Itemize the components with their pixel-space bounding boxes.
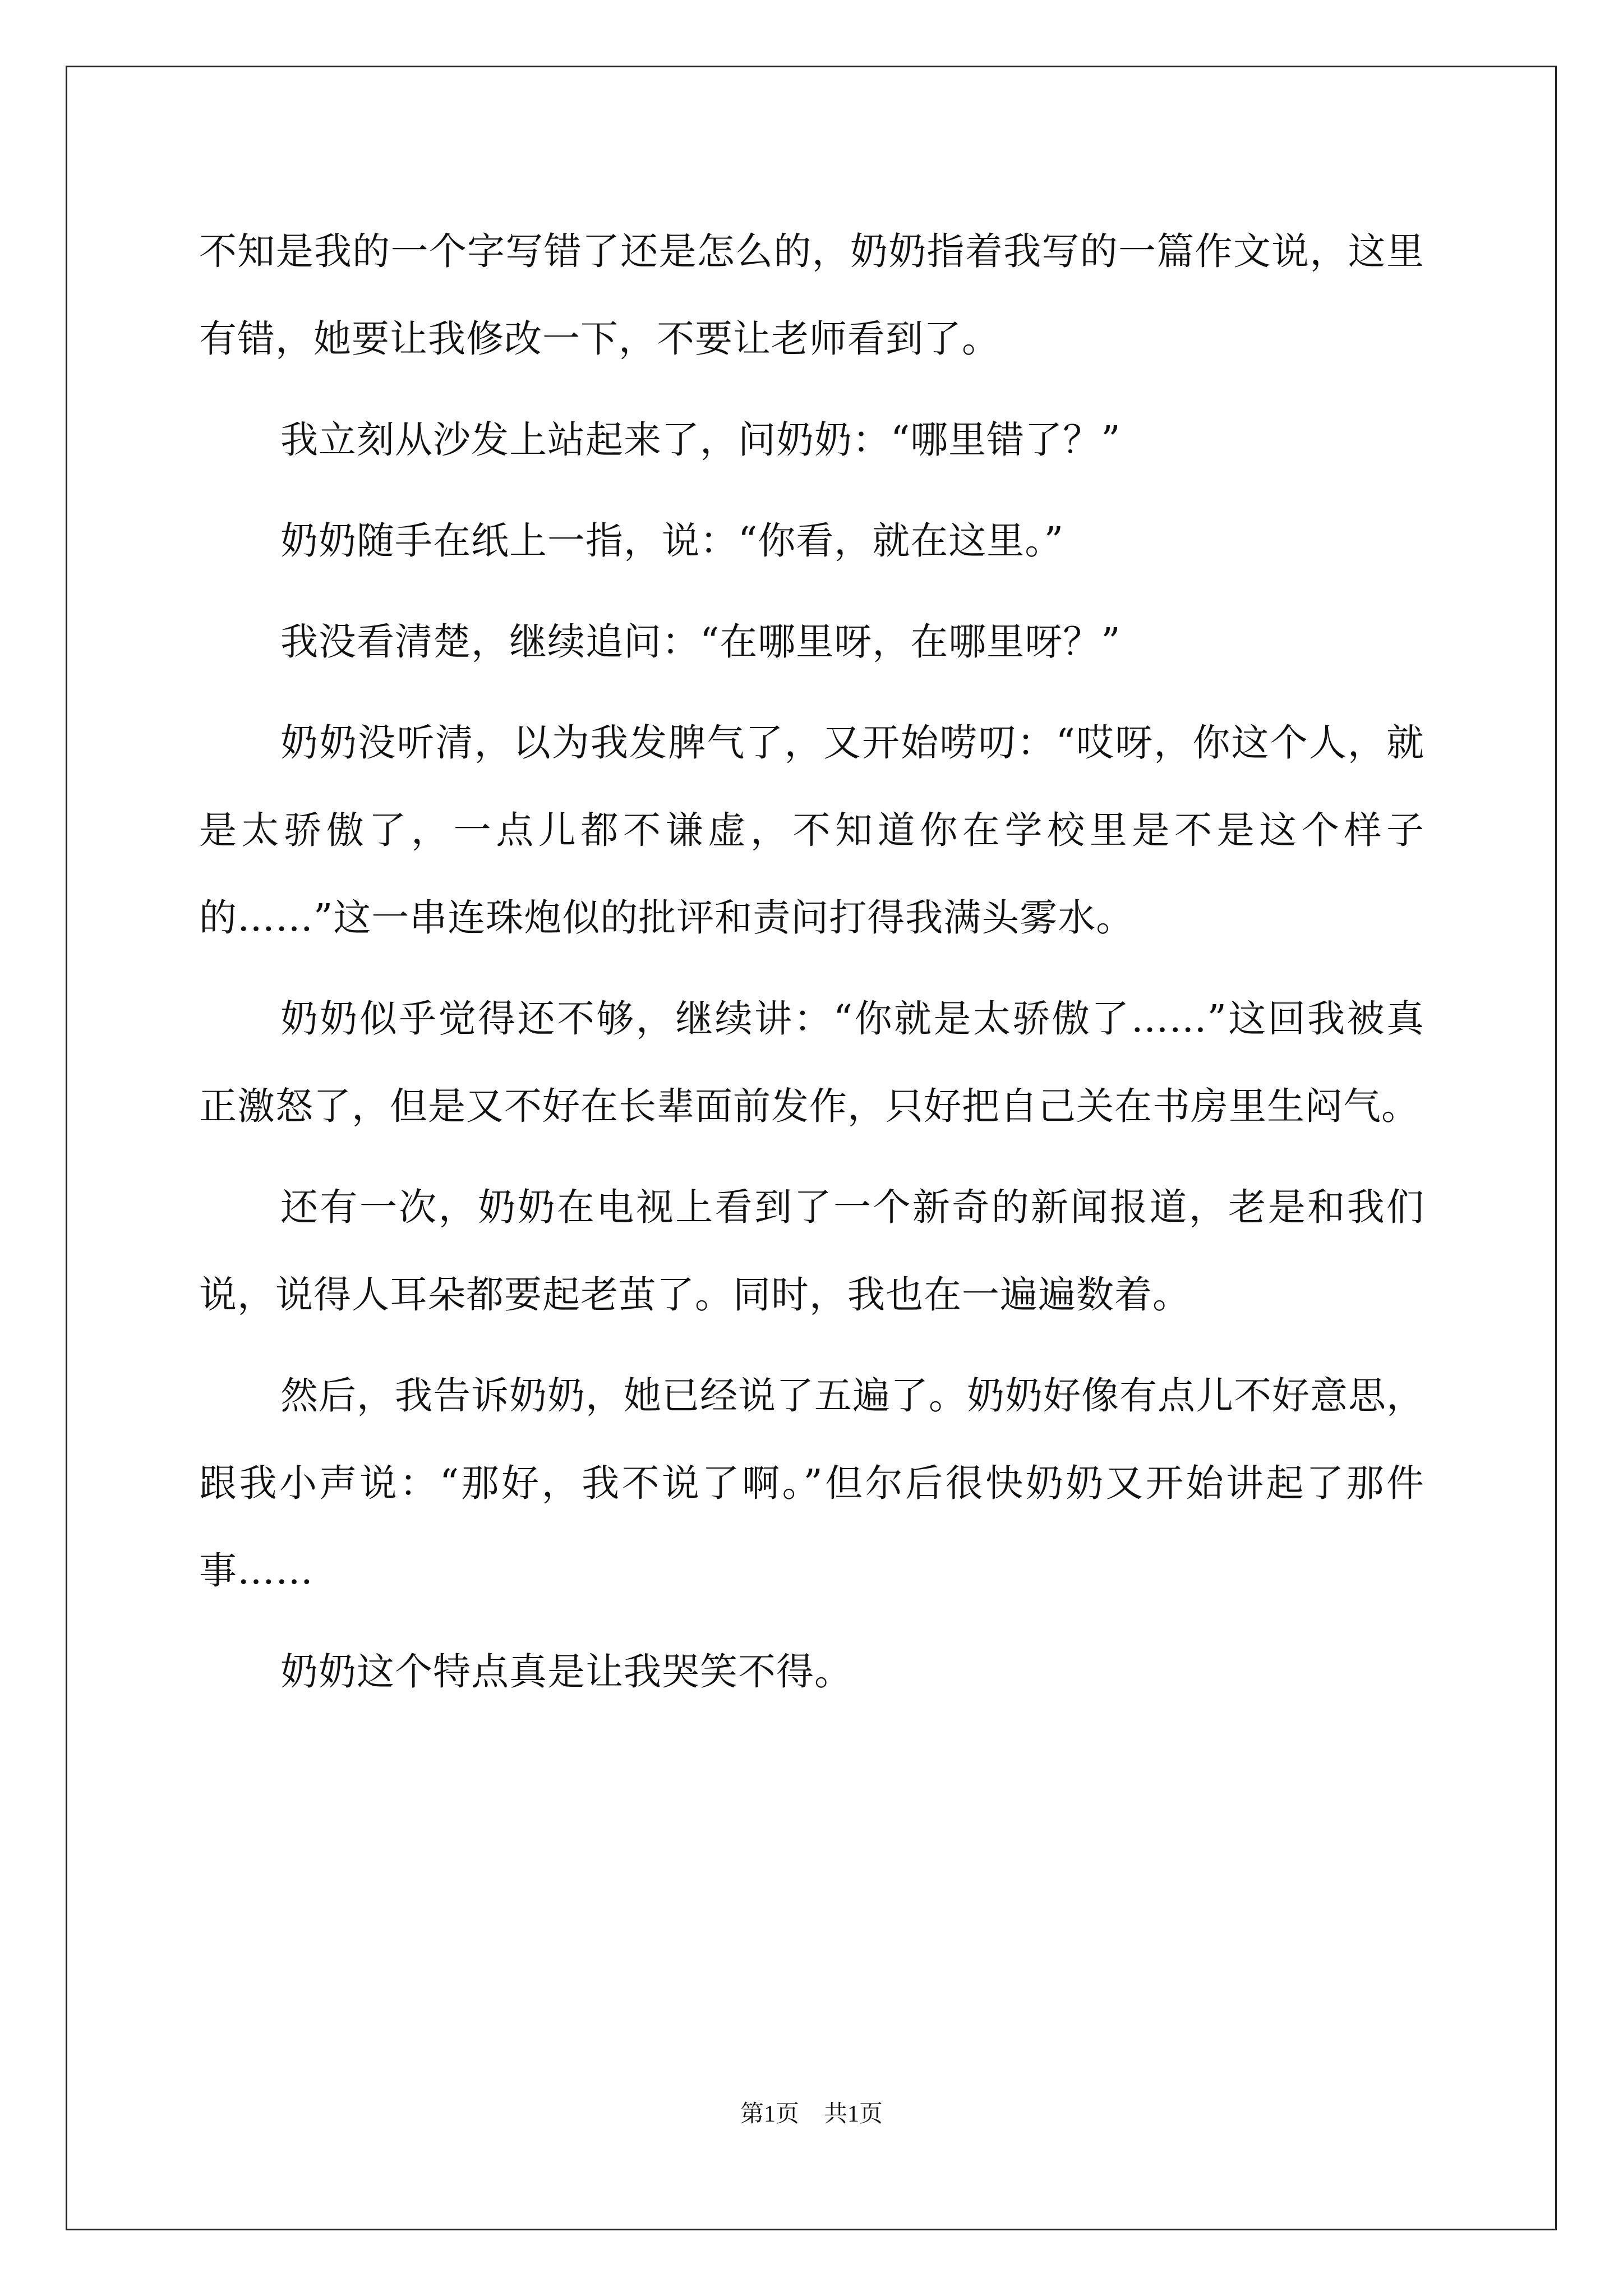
paragraph-7: 还有一次，奶奶在电视上看到了一个新奇的新闻报道，老是和我们说，说得人耳朵都要起老茧了。同时，我也在一遍遍数着。 (199, 1185, 1424, 1317)
paragraph-2: 我立刻从沙发上站起来了，问奶奶：“哪里错了？” (280, 418, 1121, 462)
page-total: 共1页 (824, 2101, 883, 2127)
paragraph-1: 不知是我的一个字写错了还是怎么的，奶奶指着我写的一篇作文说，这里有错，她要让我修改一下，不要让老师看到了。 (199, 229, 1424, 361)
page-footer (0, 2095, 1623, 2129)
page-number: 第1页 (740, 2101, 799, 2127)
paragraph-9: 奶奶这个特点真是让我哭笑不得。 (280, 1650, 852, 1694)
document-body (199, 208, 1424, 1729)
paragraph-3: 奶奶随手在纸上一指，说：“你看，就在这里。” (280, 519, 1064, 563)
paragraph-5: 奶奶没听清，以为我发脾气了，又开始唠叨：“哎呀，你这个人，就是太骄傲了，一点儿都不谦虚，不知道你在学校里是不是这个样子的……”这一串连珠炮似的批评和责问打得我满头雾水。 (199, 721, 1424, 940)
paragraph-4: 我没看清楚，继续追问：“在哪里呀，在哪里呀？” (280, 620, 1121, 664)
paragraph-8: 然后，我告诉奶奶，她已经说了五遍了。奶奶好像有点儿不好意思，跟我小声说：“那好，我不说了啊。”但尔后很快奶奶又开始讲起了那件事…… (199, 1374, 1424, 1593)
paragraph-6: 奶奶似乎觉得还不够，继续讲：“你就是太骄傲了……”这回我被真正激怒了，但是又不好在长辈面前发作，只好把自己关在书房里生闷气。 (199, 997, 1424, 1128)
